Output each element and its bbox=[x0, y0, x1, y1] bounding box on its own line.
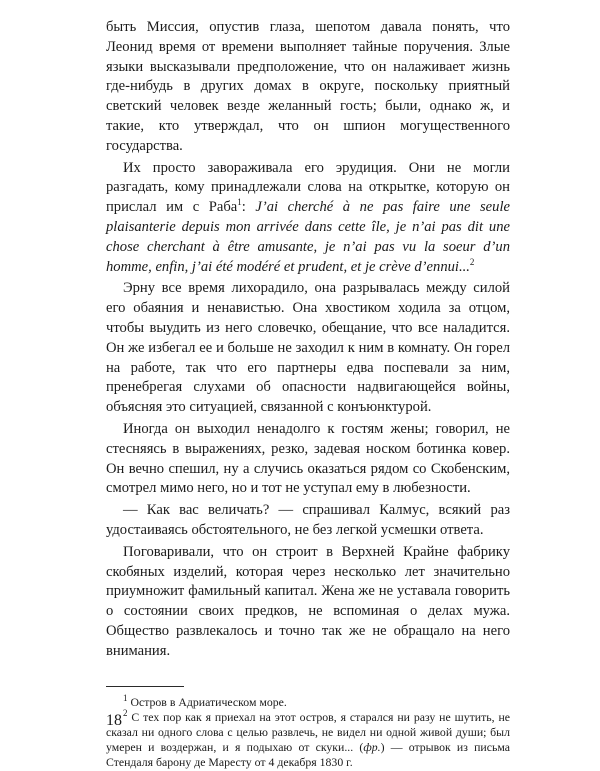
language-abbr: фр. bbox=[363, 740, 381, 755]
paragraph: Эрну все время лихорадило, она разрывалась между силой его обаяния и ненавистью. Она хвостиком ходила за отцом, чтобы выудить из него словечко, обещание, что все наладится. Он же избегал ее и больше не заходил к ним в комнату. Он горел на работе, так что его партнеры едва поспевали за ним, пренебрегая слухами об опасности надвигающейся войны, объясняя это ситуацией, связанной с конъюнктурой. bbox=[106, 280, 510, 416]
footnote-divider bbox=[106, 686, 184, 687]
french-quote: J’ai cherché à ne pas faire une seule plaisanterie depuis mon arrivée dans cette île, je n’ai pas dit une chose cherchant à être amusante, je n’ai pas vu la soeur d’un homme, enfin, j’ai été modéré et prudent, et je crève d’ennui... bbox=[106, 199, 510, 275]
footnote-mark: 2 bbox=[123, 707, 128, 718]
page-number: 18 bbox=[106, 712, 122, 729]
paragraph-text: Их просто завораживала его эрудиция. Они не могли разгадать, кому принадлежали слова на открытке, которую он прислал им с Раба bbox=[106, 159, 510, 216]
paragraph: Поговаривали, что он строит в Верхней Крайне фабрику скобяных изделий, которая через несколько лет значительно приумножит фамильный капитал. Жена же не уставала говорить о состоянии своих предков, не вспоминая о делах мужа. Общество развлекалось и точно так же не обращало на него внимания. bbox=[106, 543, 510, 659]
footnote-text: Остров в Адриатическом море. bbox=[127, 694, 287, 709]
footnote-text: С тех пор как я приехал на этот остров, я старался ни разу не шутить, не сказал ни одного слова с целью развлечь, не видел ни одной живой души; был умерен и воздержан, и я подыхаю от скуки... ( bbox=[106, 709, 510, 755]
paragraph bbox=[106, 159, 510, 278]
footnote-ref: 2 bbox=[469, 256, 475, 267]
paragraph: Иногда он выходил ненадолго к гостям жены; говорил, не стесняясь в выражениях, резко, задевая носком ботинка ковер. Он вечно спешил, ну а случись оказаться рядом со Скобенским, смотрел мимо него, но и тот не уступал ему в любезности. bbox=[106, 420, 510, 497]
footnote-mark: 1 bbox=[123, 692, 128, 703]
footnotes bbox=[106, 692, 510, 771]
footnote bbox=[106, 692, 510, 710]
separator: : bbox=[241, 199, 256, 216]
footnote-ref: 1 bbox=[237, 197, 242, 208]
paragraph: быть Миссия, опустив глаза, шепотом давала понять, что Леонид время от времени выполняет тайные поручения. Злые языки высказывали предположение, что он налаживает жизнь где-нибудь в других домах в округе, поскольку приятный светский человек везде желанный гость; были, однако ж, и такие, кто утверждал, что он шпион могущественного государства. bbox=[106, 19, 510, 154]
footnote-text: ) — отрывок из письма Стендаля барону де Маресту от 4 декабря 1830 г. bbox=[106, 740, 510, 770]
main-text bbox=[106, 18, 510, 662]
paragraph: — Как вас величать? — спрашивал Калмус, всякий раз удостаиваясь обстоятельного, не без легкой усмешки ответа. bbox=[106, 502, 510, 538]
footnote bbox=[106, 707, 510, 771]
